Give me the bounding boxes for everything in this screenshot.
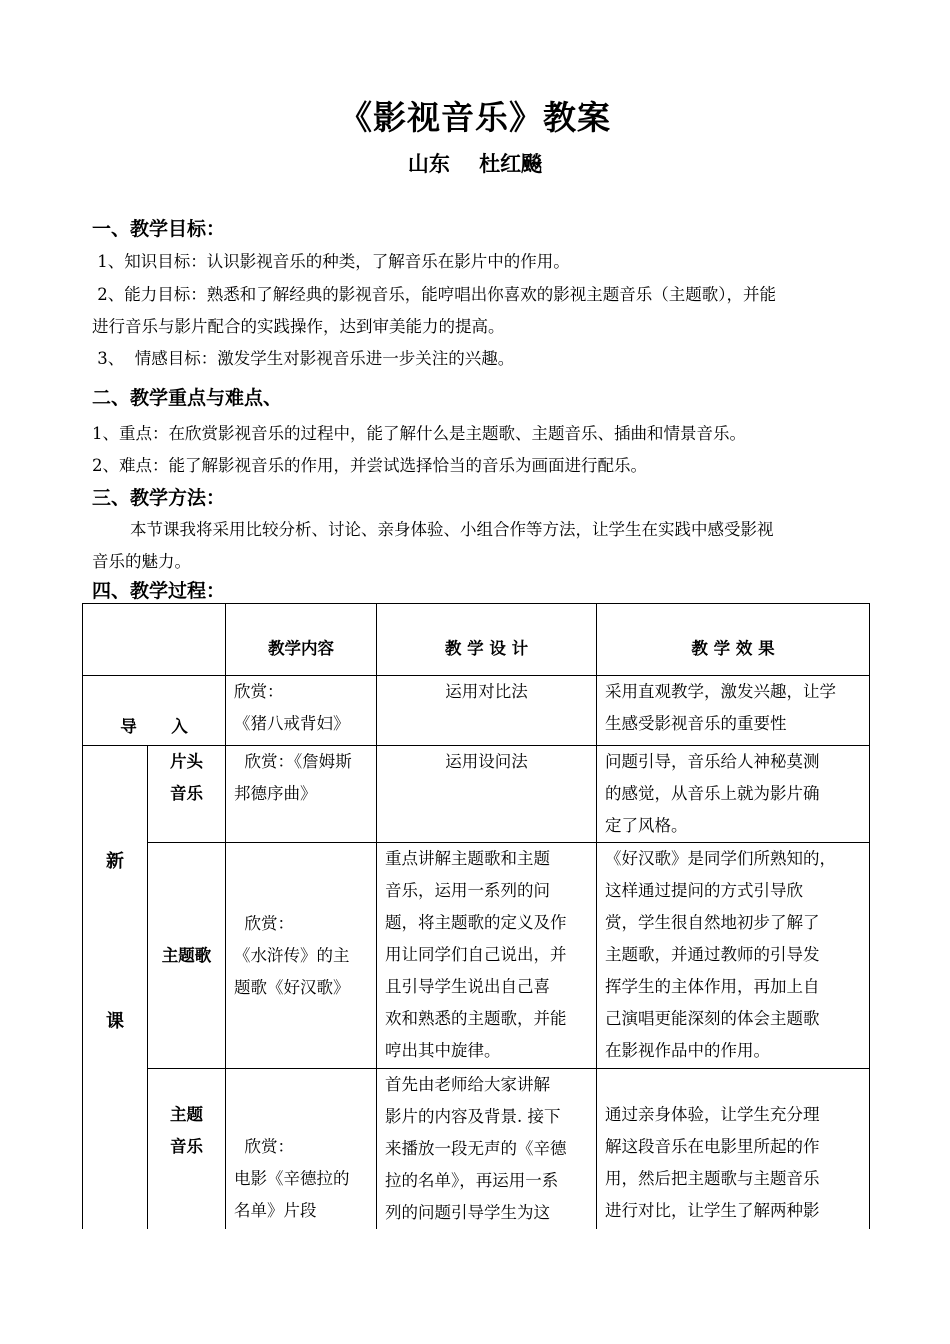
methods-line2: 音乐的魅力。 [92,552,191,571]
objective-ability-line1: 2、能力目标：熟悉和了解经典的影视音乐，能哼唱出你喜欢的影视主题音乐（主题歌），并能 [92,285,776,304]
section-heading-keypoints: 二、教学重点与难点、 [92,387,283,409]
content-line: 题歌《好汉歌》 [234,977,350,997]
methods-line1: 本节课我将采用比较分析、讨论、亲身体验、小组合作等方法，让学生在实践中感受影视 [130,520,774,539]
content-line: 名单》片段 [234,1201,317,1220]
theme-music-content-cell [226,1069,377,1230]
intro-content-line: 欣赏： [234,682,284,701]
design-line: 首先由老师给大家讲解 [385,1075,550,1094]
keypoint-difficulty: 2、难点：能了解影视音乐的作用，并尝试选择恰当的音乐为画面进行配乐。 [92,456,647,475]
design-line: 欢和熟悉的主题歌，并能 [385,1009,567,1028]
content-line: 电影《辛德拉的 [234,1169,350,1188]
theme-song-design-cell [377,843,597,1069]
stage-new-lesson-cell [83,746,148,1230]
table-row-theme-music [83,1069,870,1230]
design-line: 题，将主题歌的定义及作 [385,913,567,932]
opening-effect-cell [597,746,870,843]
design-line: 重点讲解主题歌和主题 [385,849,550,868]
design-line: 影片的内容及背景. 接下 [385,1107,561,1126]
lesson-process-table [82,603,870,1229]
sub-theme-music [148,1069,226,1230]
intro-design: 运用对比法 [377,676,597,746]
section-heading-methods: 三、教学方法： [92,487,226,509]
objective-ability-line2: 进行音乐与影片配合的实践操作，达到审美能力的提高。 [92,317,505,336]
sub-label-line: 片头 [170,752,203,771]
table-row-intro [83,676,870,746]
effect-line: 的感觉，从音乐上就为影片确 [605,784,820,803]
header-effect: 教 学 效 果 [597,604,870,676]
theme-song-content-cell [226,843,377,1069]
design-line: 运用设问法 [445,752,528,771]
intro-content-line: 《猪八戒背妇》 [234,714,350,733]
objective-emotion: 3、 情感目标：激发学生对影视音乐进一步关注的兴趣。 [92,349,515,368]
design-line: 来播放一段无声的《辛德 [385,1139,567,1158]
effect-line: 这样通过提问的方式引导欣 [605,881,803,900]
sub-label-line: 主题歌 [161,945,212,965]
effect-line: 定了风格。 [605,816,688,835]
sub-label-line: 音乐 [170,1137,203,1156]
intro-content-cell [226,676,377,746]
design-line: 且引导学生说出自己喜 [385,977,550,996]
design-line: 用让同学们自己说出，并 [385,945,567,964]
header-content: 教学内容 [226,604,377,676]
opening-content-cell [226,746,377,843]
content-line: 邦德序曲》 [234,784,317,803]
theme-song-effect-cell [597,843,870,1069]
effect-line: 在影视作品中的作用。 [605,1041,770,1060]
header-design: 教 学 设 计 [377,604,597,676]
sub-opening-music [148,746,226,843]
keypoint-focus: 1、重点：在欣赏影视音乐的过程中，能了解什么是主题歌、主题音乐、插曲和情景音乐。 [92,424,746,443]
opening-design-cell [377,746,597,843]
stage-intro: 导 入 [83,676,226,746]
effect-line: 己演唱更能深刻的体会主题歌 [605,1009,820,1028]
content-line: 欣赏：《詹姆斯 [234,752,352,771]
intro-effect-line: 采用直观教学，激发兴趣，让学 [605,682,836,701]
sub-label-line: 主题 [170,1105,203,1124]
theme-music-design-cell [377,1069,597,1230]
content-line: 《水浒传》的主 [234,945,350,965]
document-title: 《影视音乐》教案 [339,98,611,137]
design-line: 拉的名单》，再运用一系 [385,1171,559,1190]
header-blank-cell [83,604,226,676]
content-line: 欣赏： [234,913,294,933]
intro-effect-cell [597,676,870,746]
section-heading-objectives: 一、教学目标： [92,218,226,240]
stage-new-lesson-top: 新 [106,851,124,872]
effect-line: 问题引导，音乐给人神秘莫测 [605,752,820,771]
design-line: 哼出其中旋律。 [385,1041,501,1060]
effect-line: 赏，学生很自然地初步了解了 [605,913,820,932]
effect-line: 用，然后把主题歌与主题音乐 [605,1169,820,1188]
section-heading-process: 四、教学过程： [92,580,226,602]
design-line: 列的问题引导学生为这 [385,1203,550,1222]
sub-label-line: 音乐 [170,784,203,803]
design-line: 音乐，运用一系列的问 [385,881,550,900]
effect-line: 《好汉歌》是同学们所熟知的， [605,849,836,868]
sub-theme-song [148,843,226,1069]
author-line: 山东 杜红飈 [407,151,543,176]
table-row-theme-song [83,843,870,1069]
intro-effect-line: 生感受影视音乐的重要性 [605,714,787,733]
effect-line: 挥学生的主体作用，再加上自 [605,977,820,996]
effect-line: 主题歌，并通过教师的引导发 [605,945,820,964]
effect-line: 通过亲身体验，让学生充分理 [605,1105,820,1124]
objective-knowledge: 1、知识目标：认识影视音乐的种类，了解音乐在影片中的作用。 [92,252,570,271]
effect-line: 解这段音乐在电影里所起的作 [605,1137,820,1156]
table-row-opening-music [83,746,870,843]
theme-music-effect-cell [597,1069,870,1230]
effect-line: 进行对比，让学生了解两种影 [605,1201,820,1220]
table-header-row [83,604,870,676]
content-line: 欣赏： [234,1137,294,1156]
stage-new-lesson-bottom: 课 [106,1011,124,1032]
